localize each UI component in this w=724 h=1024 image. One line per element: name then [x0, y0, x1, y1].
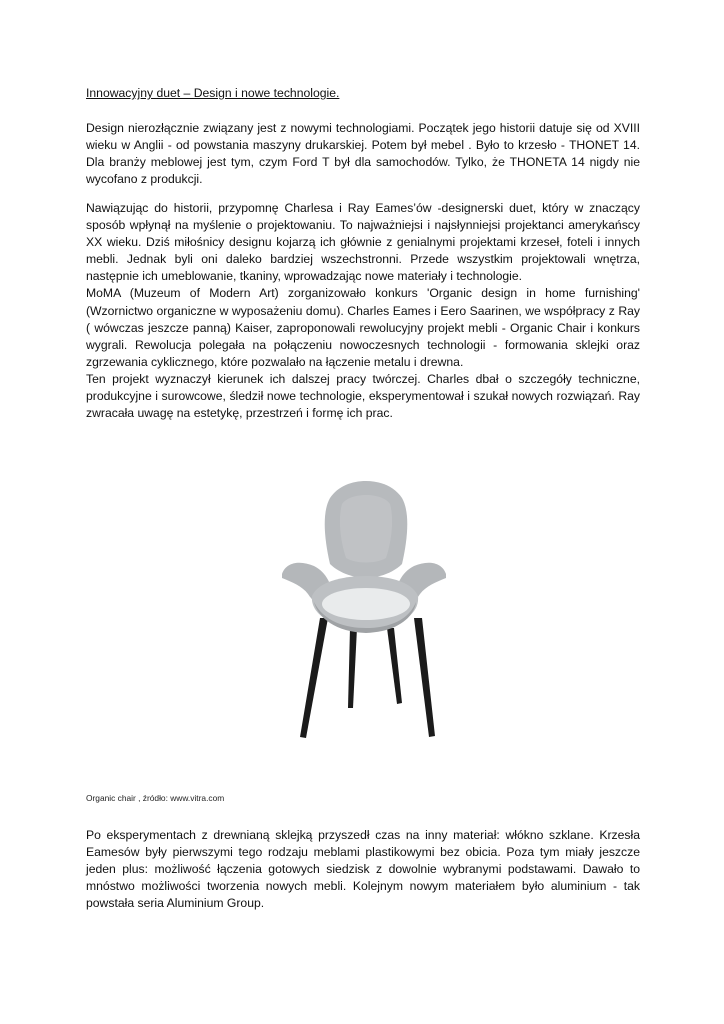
organic-chair-image [264, 478, 464, 773]
paragraph-thonet: Design nierozłącznie związany jest z nowymi technologiami. Początek jego historii datuje się od XVIII wieku w Anglii - od powstania maszyny drukarskiej. Potem był mebel . Było to krzesło - THONET 14. Dla branży meblowej jest tym, czym Ford T był dla samochodów. Tylko, że THONETA 14 nigdy nie wycofano z produkcji. [86, 121, 640, 187]
intro-section [86, 120, 640, 188]
paragraph-moma-contest: MoMA (Muzeum of Modern Art) zorganizowało konkurs 'Organic design in home furnishing' (Wzornictwo organiczne w wyposażeniu domu). Charles Eames i Eero Saarinen, we współpracy z Ray ( wówczas jeszcze panną) Kaiser, zaproponowali rewolucyjny projekt mebli - Organic Chair i konkurs wygrali. Rewolucja polegała na połączeniu nowoczesnych technologii - formowania sklejki oraz zgrzewania cyklicznego, które pozwalało na łączenie metalu i drewna. [86, 286, 640, 369]
paragraph-fiberglass: Po eksperymentach z drewnianą sklejką przyszedł czas na inny materiał: włókno szklane. Krzesła Eamesów były pierwszymi tego rodzaju meblami plastikowymi bez obicia. Poza tym miały jeszcze jeden plus: możliwość łączenia gotowych siedzisk z dowolnie wybranymi podstawami. Dawało to mnóstwo możliwości tworzenia nowych mebli. Kolejnym nowym materiałem było aluminium - tak powstała seria Aluminium Group. [86, 828, 640, 911]
chair-legs [300, 618, 435, 738]
paragraph-creative-work: Ten projekt wyznaczył kierunek ich dalszej pracy twórczej. Charles dbał o szczegóły techniczne, produkcyjne i surowcowe, śledził nowe technologie, eksperymentował i szukał nowych rozwiązań. Ray zwracała uwagę na estetykę, przestrzeń i formę ich prac. [86, 371, 640, 421]
document-title: Innowacyjny duet – Design i nowe technologie. [86, 86, 340, 100]
paragraph-eames-duo: Nawiązując do historii, przypomnę Charlesa i Ray Eames’ów -designerski duet, który w znaczący sposób wpłynął na myślenie o projektowaniu. To najważniejsi i najsłynniejsi projektanci amerykańscy XX wieku. Dziś miłośnicy designu kojarzą ich głównie z genialnymi projektami krzeseł, foteli i innych mebli. Jednak byli oni daleko bardziej wszechstronni. Przede wszystkim projektowali wnętrza, następnie ich umeblowanie, tkaniny, wprowadzając nowe materiały i technologie. [86, 201, 640, 284]
image-caption: Organic chair , źródło: www.vitra.com [86, 793, 225, 803]
materials-section [86, 827, 640, 912]
eames-section [86, 200, 640, 422]
